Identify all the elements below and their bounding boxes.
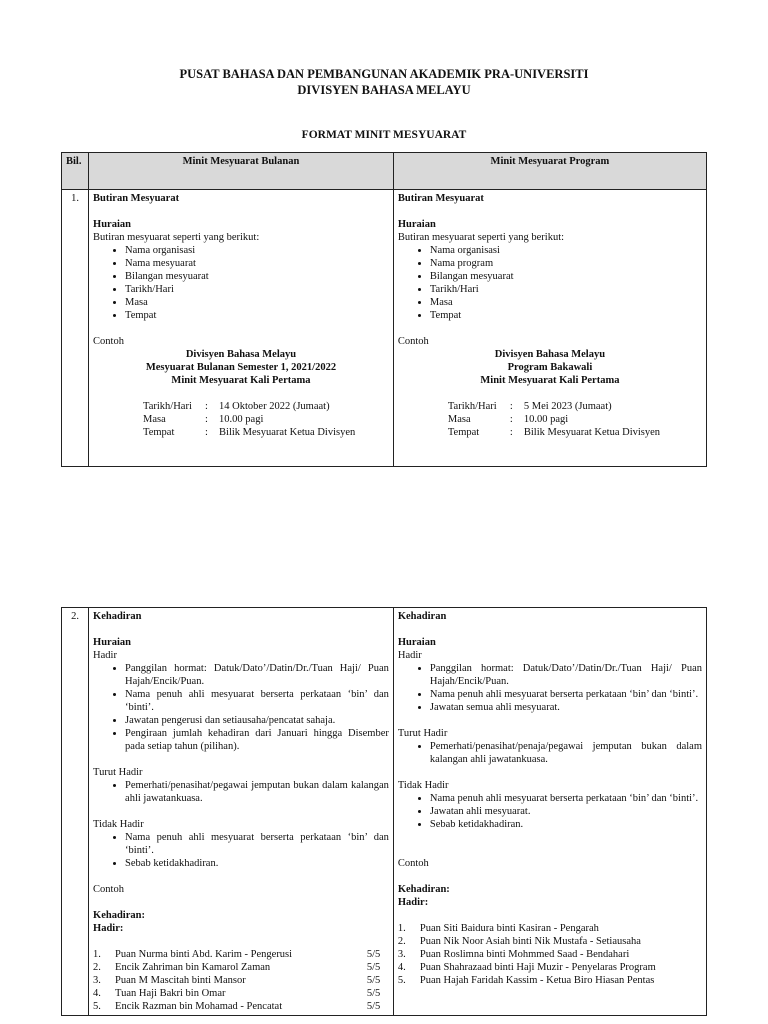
- cell-program-attendance: [393, 608, 706, 1016]
- document-title: FORMAT MINIT MESYUARAT: [301, 129, 467, 141]
- hadir-heading: Hadir:: [93, 923, 124, 934]
- list-item: • Tarikh/Hari: [430, 283, 702, 296]
- contoh-label: Contoh: [397, 858, 429, 869]
- details-list: [93, 244, 389, 322]
- attendee-list: [93, 948, 389, 1013]
- info-value: 10.00 pagi: [219, 414, 264, 425]
- list-item: • Sebab ketidakhadiran.: [430, 818, 702, 831]
- institution-title: PUSAT BAHASA DAN PEMBANGUNAN AKADEMIK PRA-UNIVERSITI: [179, 67, 589, 81]
- attendee-row: 5. Puan Hajah Faridah Kassim - Ketua Biro Hiasan Pentas: [397, 975, 655, 986]
- list-item: • Pemerhati/penasihat/penaja/pegawai jemputan bukan dalam kalangan ahli jawatankuasa.: [430, 740, 702, 766]
- list-item: • Pemerhati/penasihat/pegawai jemputan bukan dalam kalangan ahli jawatankuasa.: [125, 779, 389, 805]
- turut-hadir-label: Turut Hadir: [397, 728, 448, 739]
- attendee-row: 3. Puan Roslimna binti Mohmmed Saad - Bendahari: [397, 949, 630, 960]
- info-value: 5 Mei 2023 (Jumaat): [523, 401, 612, 412]
- info-value: 14 Oktober 2022 (Jumaat): [219, 401, 330, 412]
- contoh-label: Contoh: [93, 884, 124, 895]
- minutes-format-table-part2: [61, 607, 707, 1016]
- hadir-label: Hadir: [93, 650, 117, 661]
- cell-program-details: [393, 190, 706, 467]
- attendee-row: 4. Puan Shahrazaad binti Haji Muzir - Penyelaras Program: [397, 962, 656, 973]
- turut-hadir-list: [398, 740, 702, 766]
- info-key: Tempat: [143, 427, 175, 438]
- attendee-list: [398, 922, 702, 987]
- intro-text: Butiran mesyuarat seperti yang berikut:: [93, 232, 260, 243]
- list-item: • Nama program: [430, 257, 702, 270]
- attendee-row: 2. Encik Zahriman bin Kamarol Zaman 5/5: [93, 962, 381, 973]
- meeting-info: [448, 400, 702, 439]
- attendee-row: 1. Puan Nurma binti Abd. Karim - Pengerusi 5/5: [93, 949, 381, 960]
- attendee-row: 1. Puan Siti Baidura binti Kasiran - Pengarah: [397, 923, 599, 934]
- info-colon: :: [205, 427, 208, 438]
- turut-hadir-label: Turut Hadir: [93, 767, 143, 778]
- example-line: Program Bakawali: [507, 362, 593, 373]
- info-value: 10.00 pagi: [523, 414, 569, 425]
- list-item: • Masa: [125, 296, 389, 309]
- info-value: Bilik Mesyuarat Ketua Divisyen: [523, 427, 661, 438]
- example-line: Mesyuarat Bulanan Semester 1, 2021/2022: [145, 362, 337, 373]
- list-item: • Tarikh/Hari: [125, 283, 389, 296]
- column-header-monthly: Minit Mesyuarat Bulanan: [89, 153, 394, 190]
- column-header-bil: Bil.: [62, 153, 89, 190]
- example-line: Minit Mesyuarat Kali Pertama: [171, 375, 311, 386]
- tidak-hadir-list: [398, 792, 702, 831]
- list-item: • Sebab ketidakhadiran.: [125, 857, 389, 870]
- list-item: • Bilangan mesyuarat: [125, 270, 389, 283]
- tidak-hadir-label: Tidak Hadir: [93, 819, 144, 830]
- hadir-list: [93, 662, 389, 753]
- list-item: • Masa: [430, 296, 702, 309]
- tidak-hadir-label: Tidak Hadir: [397, 780, 449, 791]
- info-colon: :: [509, 401, 513, 412]
- list-item: • Jawatan semua ahli mesyuarat.: [430, 701, 702, 714]
- hadir-heading: Hadir:: [397, 897, 429, 908]
- contoh-label: Contoh: [397, 336, 429, 347]
- info-colon: :: [509, 414, 513, 425]
- info-key: Masa: [143, 414, 166, 425]
- list-item: • Nama penuh ahli mesyuarat berserta perkataan ‘bin’ dan ‘binti’.: [125, 688, 389, 714]
- tidak-hadir-list: [93, 831, 389, 870]
- example-line: Divisyen Bahasa Melayu: [185, 349, 297, 360]
- list-item: • Nama organisasi: [125, 244, 389, 257]
- huraian-label: Huraian: [397, 219, 436, 230]
- attendee-row: 3. Puan M Mascitah binti Mansor 5/5: [93, 975, 381, 986]
- attendee-row: 2. Puan Nik Noor Asiah binti Nik Mustafa - Setiausaha: [397, 936, 641, 947]
- list-item: • Jawatan pengerusi dan setiausaha/pencatat sahaja.: [125, 714, 389, 727]
- division-title: DIVISYEN BAHASA MELAYU: [297, 83, 471, 97]
- list-item: • Panggilan hormat: Datuk/Dato’/Datin/Dr./Tuan Haji/ Puan Hajah/Encik/Puan.: [430, 662, 702, 688]
- section-title: Kehadiran: [93, 611, 142, 622]
- cell-monthly-attendance: [89, 608, 394, 1016]
- list-item: • Pengiraan jumlah kehadiran dari Januari hingga Disember pada setiap tahun (pilihan).: [125, 727, 389, 753]
- row-number: 1.: [62, 190, 89, 467]
- list-item: • Nama mesyuarat: [125, 257, 389, 270]
- intro-text: Butiran mesyuarat seperti yang berikut:: [397, 232, 565, 243]
- attendee-row: 5. Encik Razman bin Mohamad - Pencatat 5/5: [93, 1001, 381, 1012]
- cell-monthly-details: [89, 190, 394, 467]
- info-value: Bilik Mesyuarat Ketua Divisyen: [219, 427, 356, 438]
- section-title: Butiran Mesyuarat: [397, 193, 484, 204]
- info-colon: :: [509, 427, 513, 438]
- info-key: Tarikh/Hari: [447, 401, 497, 412]
- section-title: Kehadiran: [397, 611, 447, 622]
- huraian-label: Huraian: [397, 637, 436, 648]
- example-line: Divisyen Bahasa Melayu: [494, 349, 606, 360]
- example-line: Minit Mesyuarat Kali Pertama: [480, 375, 620, 386]
- details-list: [398, 244, 702, 322]
- list-item: • Jawatan ahli mesyuarat.: [430, 805, 702, 818]
- huraian-label: Huraian: [93, 637, 131, 648]
- list-item: • Panggilan hormat: Datuk/Dato’/Datin/Dr./Tuan Haji/ Puan Hajah/Encik/Puan.: [125, 662, 389, 688]
- info-key: Tempat: [447, 427, 480, 438]
- kehadiran-label: Kehadiran:: [397, 884, 450, 895]
- column-header-program: Minit Mesyuarat Program: [393, 153, 706, 190]
- meeting-info: [143, 400, 389, 439]
- hadir-list: [398, 662, 702, 714]
- turut-hadir-list: [93, 779, 389, 805]
- list-item: • Nama penuh ahli mesyuarat berserta perkataan ‘bin’ dan ‘binti’.: [430, 792, 702, 805]
- section-title: Butiran Mesyuarat: [93, 193, 180, 204]
- kehadiran-label: Kehadiran:: [93, 910, 145, 921]
- list-item: • Nama organisasi: [430, 244, 702, 257]
- list-item: • Bilangan mesyuarat: [430, 270, 702, 283]
- info-colon: :: [205, 401, 208, 412]
- hadir-label: Hadir: [397, 650, 422, 661]
- contoh-label: Contoh: [93, 336, 124, 347]
- list-item: • Tempat: [125, 309, 389, 322]
- list-item: • Nama penuh ahli mesyuarat berserta perkataan ‘bin’ dan ‘binti’.: [430, 688, 702, 701]
- list-item: • Tempat: [430, 309, 702, 322]
- info-colon: :: [205, 414, 208, 425]
- list-item: • Nama penuh ahli mesyuarat berserta perkataan ‘bin’ dan ‘binti’.: [125, 831, 389, 857]
- huraian-label: Huraian: [93, 219, 131, 230]
- row-number: 2.: [62, 608, 89, 1016]
- info-key: Tarikh/Hari: [143, 401, 192, 412]
- info-key: Masa: [447, 414, 471, 425]
- attendee-row: 4. Tuan Haji Bakri bin Omar 5/5: [93, 988, 381, 999]
- minutes-format-table-part1: [61, 152, 707, 467]
